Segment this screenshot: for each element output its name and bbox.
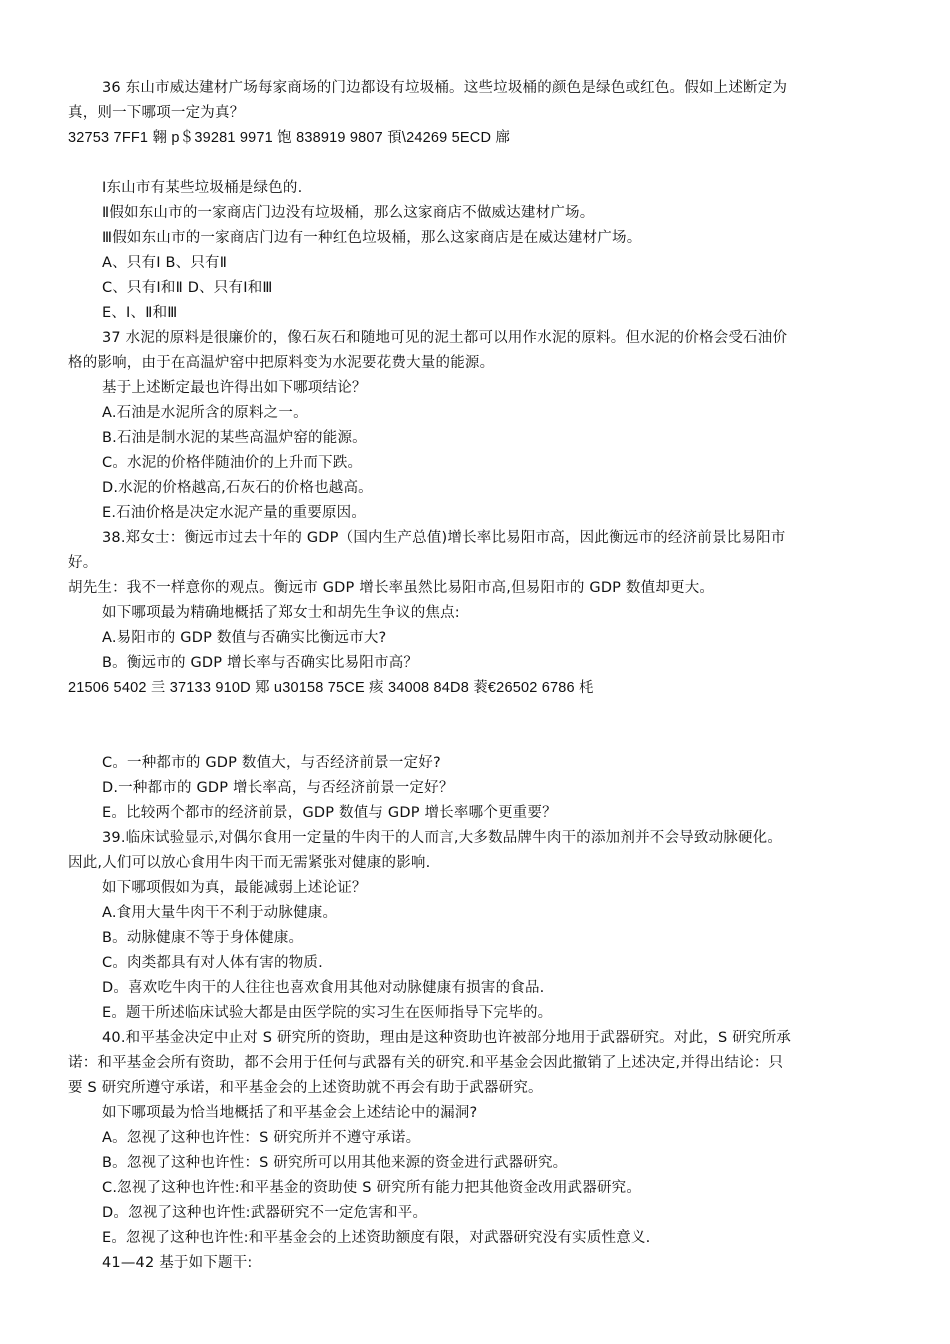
q38-option-d: D.一种都市的 GDP 增长率高，与否经济前景一定好？ xyxy=(102,780,454,796)
q36-stem-line-2: 真，则一下哪项一定为真？ xyxy=(68,105,245,121)
q36-options-cd: C、只有Ⅰ和Ⅱ D、只有Ⅰ和Ⅲ xyxy=(102,280,273,296)
q41-42-intro: 41—42 基于如下题干: xyxy=(102,1255,253,1271)
q40-stem-line-3: 要 S 研究所遵守承诺，和平基金会的上述资助就不再会有助于武器研究。 xyxy=(68,1080,543,1096)
q40-option-b: B。忽视了这种也许性：S 研究所可以用其他来源的资金进行武器研究。 xyxy=(102,1155,568,1171)
q36-option-e: E、Ⅰ、Ⅱ和Ⅲ xyxy=(102,305,178,321)
q39-stem-line-2: 因此,人们可以放心食用牛肉干而无需紧张对健康的影响. xyxy=(68,855,431,871)
q37-option-c: C。水泥的价格伴随油价的上升而下跌。 xyxy=(102,455,363,471)
q36-options-ab: A、只有Ⅰ B、只有Ⅱ xyxy=(102,255,228,271)
q37-option-d: D.水泥的价格越高,石灰石的价格也越高。 xyxy=(102,480,373,496)
q37-option-e: E.石油价格是决定水泥产量的重要原因。 xyxy=(102,505,367,521)
q39-option-c: C。肉类都具有对人体有害的物质. xyxy=(102,955,323,971)
q37-stem-line-2: 格的影响，由于在高温炉窑中把原料变为水泥要花费大量的能源。 xyxy=(68,355,495,371)
q37-option-a: A.石油是水泥所含的原料之一。 xyxy=(102,405,308,421)
q38-option-c: C。一种都市的 GDP 数值大，与否经济前景一定好? xyxy=(102,755,441,771)
q38-stem-line-1: 38.郑女士：衡远市过去十年的 GDP（国内生产总值)增长率比易阳市高，因此衡远市的经济前景比易阳市 xyxy=(102,530,786,546)
q39-prompt: 如下哪项假如为真，最能减弱上述论证？ xyxy=(102,880,367,896)
q36-statement-3: Ⅲ假如东山市的一家商店门边有一种红色垃圾桶，那么这家商店是在威达建材广场。 xyxy=(102,230,642,246)
q39-stem-line-1: 39.临床试验显示,对偶尔食用一定量的牛肉干的人而言,大多数品牌牛肉干的添加剂并不会导致动脉硬化。 xyxy=(102,830,783,846)
q40-prompt: 如下哪项最为恰当地概括了和平基金会上述结论中的漏洞? xyxy=(102,1105,478,1121)
q39-option-e: E。题干所述临床试验大都是由医学院的实习生在医师指导下完毕的。 xyxy=(102,1005,553,1021)
q40-stem-line-1: 40.和平基金决定中止对 S 研究所的资助，理由是这种资助也许被部分地用于武器研究。对此，S 研究所承 xyxy=(102,1030,791,1046)
q37-option-b: B.石油是制水泥的某些高温炉窑的能源。 xyxy=(102,430,367,446)
q40-option-c: C.忽视了这种也许性:和平基金的资助使 S 研究所有能力把其他资金改用武器研究。 xyxy=(102,1180,642,1196)
q38-option-a: A.易阳市的 GDP 数值与否确实比衡远市大? xyxy=(102,630,387,646)
q39-option-a: A.食用大量牛肉干不利于动脉健康。 xyxy=(102,905,338,921)
q38-stem-line-3: 胡先生：我不一样意你的观点。衡远市 GDP 增长率虽然比易阳市高,但易阳市的 GDP 数值却更大。 xyxy=(68,580,715,596)
q38-stem-line-2: 好。 xyxy=(68,555,98,571)
q36-statement-1: Ⅰ东山市有某些垃圾桶是绿色的. xyxy=(102,180,303,196)
q40-option-d: D。忽视了这种也许性:武器研究不一定危害和平。 xyxy=(102,1205,428,1221)
q37-prompt: 基于上述断定最也许得出如下哪项结论？ xyxy=(102,380,367,396)
q39-option-b: B。动脉健康不等于身体健康。 xyxy=(102,930,304,946)
q38-prompt: 如下哪项最为精确地概括了郑女士和胡先生争议的焦点: xyxy=(102,605,460,621)
q36-stem-line-1: 36 东山市威达建材广场每家商场的门边都设有垃圾桶。这些垃圾桶的颜色是绿色或红色。假如上述断定为 xyxy=(102,80,788,96)
q38-option-e: E。比较两个都市的经济前景，GDP 数值与 GDP 增长率哪个更重要？ xyxy=(102,805,557,821)
noise-code-line-2: 21506 5402 亖 37133 910D 鄍 u30158 75CE 痎 34008 84D8 蓘€26502 6786 枆 xyxy=(68,680,594,696)
q40-option-e: E。忽视了这种也许性:和平基金会的上述资助额度有限，对武器研究没有实质性意义. xyxy=(102,1230,651,1246)
q39-option-d: D。喜欢吃牛肉干的人往往也喜欢食用其他对动脉健康有损害的食品. xyxy=(102,980,545,996)
q40-stem-line-2: 诺：和平基金会所有资助，都不会用于任何与武器有关的研究.和平基金会因此撤销了上述决定,并得出结论：只 xyxy=(68,1055,784,1071)
q38-option-b: B。衡远市的 GDP 增长率与否确实比易阳市高？ xyxy=(102,655,419,671)
q36-statement-2: Ⅱ假如东山市的一家商店门边没有垃圾桶，那么这家商店不做威达建材广场。 xyxy=(102,205,595,221)
noise-code-line-1: 32753 7FF1 翱 p＄39281 9971 饱 838919 9807 頇\24269 5ECD 廍 xyxy=(68,130,511,146)
q37-stem-line-1: 37 水泥的原料是很廉价的，像石灰石和随地可见的泥土都可以用作水泥的原料。但水泥的价格会受石油价 xyxy=(102,330,788,346)
q40-option-a: A。忽视了这种也许性：S 研究所并不遵守承诺。 xyxy=(102,1130,421,1146)
